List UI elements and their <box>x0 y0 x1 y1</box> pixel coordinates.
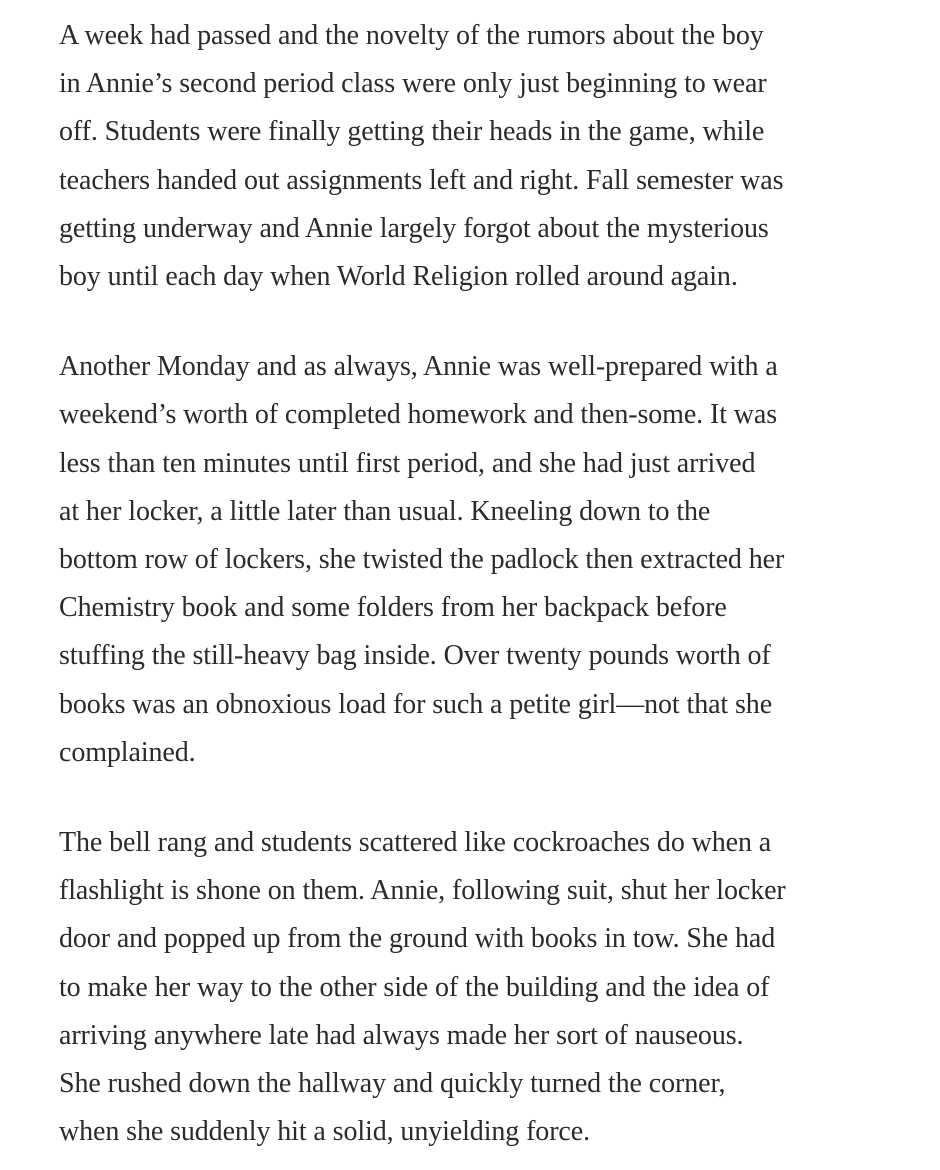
text-line: stuffing the still-heavy bag inside. Over twenty pounds worth of <box>59 640 771 672</box>
text-line: less than ten minutes until first period, and she had just arrived <box>59 447 756 479</box>
text-line: in Annie’s second period class were only just beginning to wear <box>59 68 767 100</box>
text-line: books was an obnoxious load for such a petite girl—not that she <box>59 688 773 720</box>
text-line: boy until each day when World Religion rolled around again. <box>59 261 738 293</box>
text-line: flashlight is shone on them. Annie, following suit, shut her locker <box>59 875 786 907</box>
text-line: off. Students were finally getting their heads in the game, while <box>59 116 765 148</box>
text-line: arriving anywhere late had always made her sort of nauseous. <box>59 1019 744 1051</box>
text-line: getting underway and Annie largely forgot about the mysterious <box>59 212 769 244</box>
text-line: A week had passed and the novelty of the rumors about the boy <box>59 20 764 51</box>
paragraph-2 <box>59 343 889 777</box>
text-line: The bell rang and students scattered like cockroaches do when a <box>59 827 772 859</box>
paragraph-3 <box>59 819 889 1156</box>
text-line: teachers handed out assignments left and right. Fall semester was <box>59 164 784 196</box>
text-line: at her locker, a little later than usual. Kneeling down to the <box>59 495 711 527</box>
text-line: door and popped up from the ground with books in tow. She had <box>59 923 776 955</box>
text-line: Another Monday and as always, Annie was well-prepared with a <box>59 351 778 383</box>
text-line: She rushed down the hallway and quickly turned the corner, <box>59 1068 726 1100</box>
text-line: bottom row of lockers, she twisted the padlock then extracted her <box>59 544 785 576</box>
text-line: when she suddenly hit a solid, unyielding force. <box>59 1116 590 1148</box>
text-line: to make her way to the other side of the building and the idea of <box>59 971 770 1003</box>
text-line: complained. <box>59 736 196 768</box>
text-line: weekend’s worth of completed homework and then-some. It was <box>59 399 778 431</box>
text-line: Chemistry book and some folders from her backpack before <box>59 592 727 624</box>
paragraph-1 <box>59 12 889 301</box>
